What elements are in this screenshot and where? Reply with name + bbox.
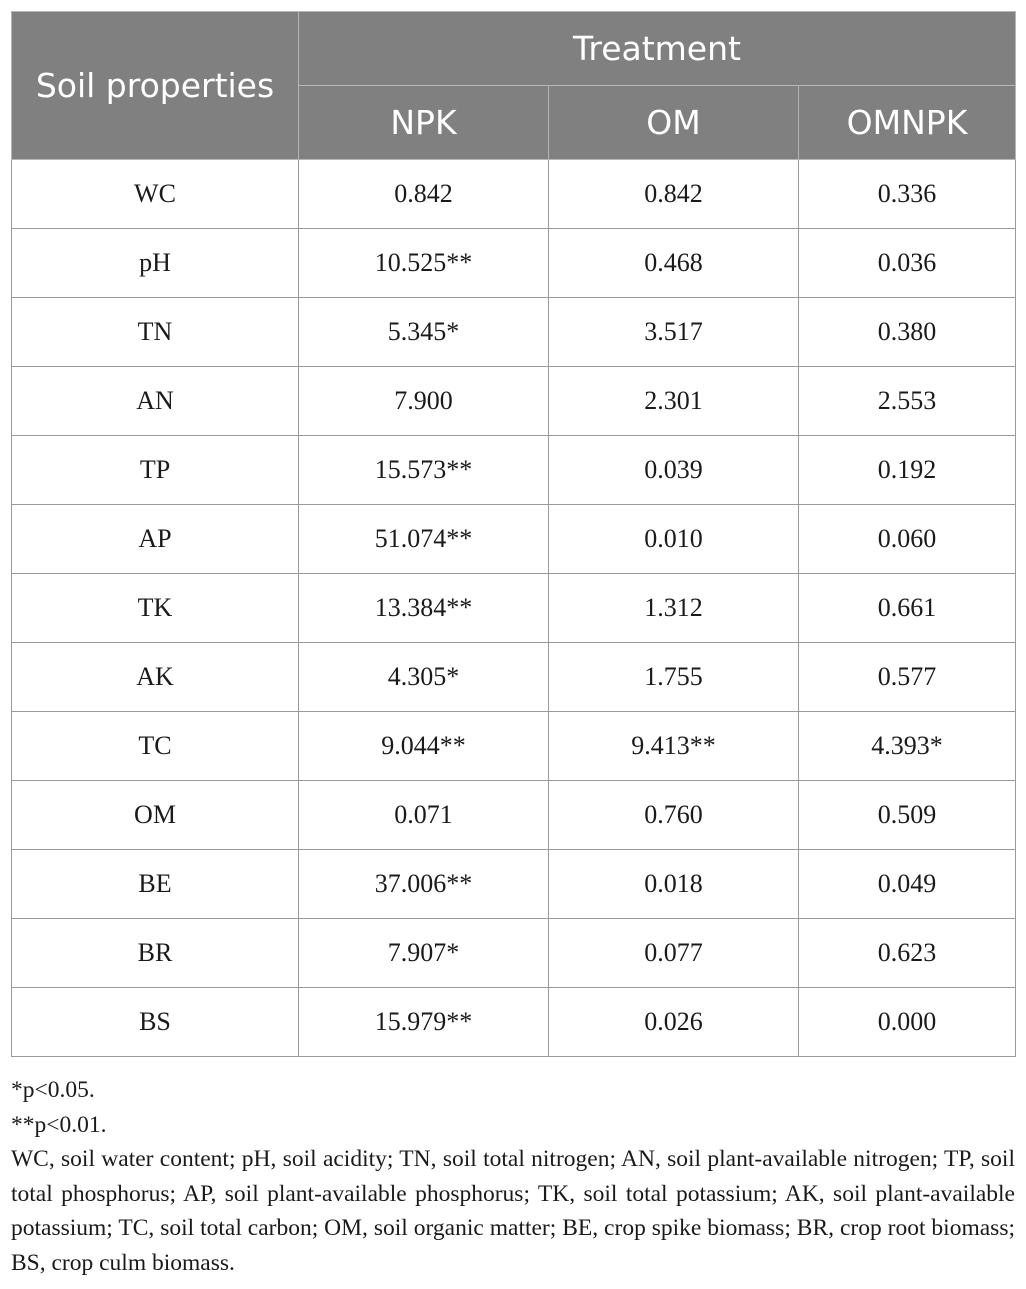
row-label: BS bbox=[12, 988, 299, 1057]
soil-properties-table bbox=[11, 11, 1016, 1057]
table-cell: 51.074** bbox=[299, 505, 549, 574]
row-label: WC bbox=[12, 160, 299, 229]
table-cell: 0.018 bbox=[549, 850, 799, 919]
table-cell: 0.509 bbox=[799, 781, 1016, 850]
table-row bbox=[12, 643, 1016, 712]
table-container bbox=[11, 11, 1015, 1057]
table-cell: 0.036 bbox=[799, 229, 1016, 298]
table-row bbox=[12, 160, 1016, 229]
row-label: TK bbox=[12, 574, 299, 643]
table-cell: 15.573** bbox=[299, 436, 549, 505]
table-cell: 9.044** bbox=[299, 712, 549, 781]
table-cell: 5.345* bbox=[299, 298, 549, 367]
table-row bbox=[12, 574, 1016, 643]
row-label: pH bbox=[12, 229, 299, 298]
soil-properties-header: Soil properties bbox=[12, 12, 299, 160]
table-cell: 0.842 bbox=[299, 160, 549, 229]
table-cell: 0.661 bbox=[799, 574, 1016, 643]
table-cell: 2.553 bbox=[799, 367, 1016, 436]
table-cell: 1.312 bbox=[549, 574, 799, 643]
row-label: TP bbox=[12, 436, 299, 505]
table-cell: 0.049 bbox=[799, 850, 1016, 919]
table-cell: 0.039 bbox=[549, 436, 799, 505]
column-header-npk: NPK bbox=[299, 86, 549, 160]
table-body bbox=[12, 160, 1016, 1057]
table-cell: 0.468 bbox=[549, 229, 799, 298]
row-label: BR bbox=[12, 919, 299, 988]
table-cell: 0.760 bbox=[549, 781, 799, 850]
table-cell: 3.517 bbox=[549, 298, 799, 367]
table-row bbox=[12, 367, 1016, 436]
table-cell: 7.907* bbox=[299, 919, 549, 988]
table-cell: 0.010 bbox=[549, 505, 799, 574]
table-header bbox=[12, 12, 1016, 160]
column-header-om: OM bbox=[549, 86, 799, 160]
table-cell: 0.577 bbox=[799, 643, 1016, 712]
row-label: OM bbox=[12, 781, 299, 850]
table-footnotes bbox=[11, 1073, 1015, 1280]
row-label: TN bbox=[12, 298, 299, 367]
table-row bbox=[12, 298, 1016, 367]
table-cell: 0.071 bbox=[299, 781, 549, 850]
table-cell: 37.006** bbox=[299, 850, 549, 919]
table-cell: 0.380 bbox=[799, 298, 1016, 367]
table-row bbox=[12, 712, 1016, 781]
table-cell: 15.979** bbox=[299, 988, 549, 1057]
footnote-p01: **p<0.01. bbox=[11, 1111, 107, 1138]
footnote-abbreviations: WC, soil water content; pH, soil acidity; TN, soil total nitrogen; AN, soil plant-available nitrogen; TP, soil total phosphorus; AP, soil plant-available phosphorus; TK, soil total potassium; AK, soil plant-available potassium; TC, soil total carbon; OM, soil organic matter; BE, crop spike biomass; BR, crop root biomass; BS, crop culm biomass. bbox=[11, 1146, 1015, 1276]
row-label: BE bbox=[12, 850, 299, 919]
table-cell: 0.192 bbox=[799, 436, 1016, 505]
row-label: AK bbox=[12, 643, 299, 712]
table-cell: 0.000 bbox=[799, 988, 1016, 1057]
treatment-header: Treatment bbox=[299, 12, 1016, 86]
row-label: AN bbox=[12, 367, 299, 436]
table-row bbox=[12, 919, 1016, 988]
table-cell: 0.077 bbox=[549, 919, 799, 988]
table-cell: 1.755 bbox=[549, 643, 799, 712]
table-cell: 2.301 bbox=[549, 367, 799, 436]
table-row bbox=[12, 988, 1016, 1057]
table-row bbox=[12, 505, 1016, 574]
table-cell: 7.900 bbox=[299, 367, 549, 436]
footnote-p05: *p<0.05. bbox=[11, 1077, 95, 1103]
row-label: AP bbox=[12, 505, 299, 574]
table-row bbox=[12, 229, 1016, 298]
table-row bbox=[12, 850, 1016, 919]
table-cell: 10.525** bbox=[299, 229, 549, 298]
table-cell: 13.384** bbox=[299, 574, 549, 643]
table-cell: 4.393* bbox=[799, 712, 1016, 781]
column-header-omnpk: OMNPK bbox=[799, 86, 1016, 160]
table-cell: 0.623 bbox=[799, 919, 1016, 988]
table-cell: 0.060 bbox=[799, 505, 1016, 574]
row-label: TC bbox=[12, 712, 299, 781]
table-row bbox=[12, 436, 1016, 505]
table-cell: 0.336 bbox=[799, 160, 1016, 229]
table-row bbox=[12, 781, 1016, 850]
table-cell: 4.305* bbox=[299, 643, 549, 712]
table-cell: 0.026 bbox=[549, 988, 799, 1057]
table-cell: 9.413** bbox=[549, 712, 799, 781]
table-cell: 0.842 bbox=[549, 160, 799, 229]
